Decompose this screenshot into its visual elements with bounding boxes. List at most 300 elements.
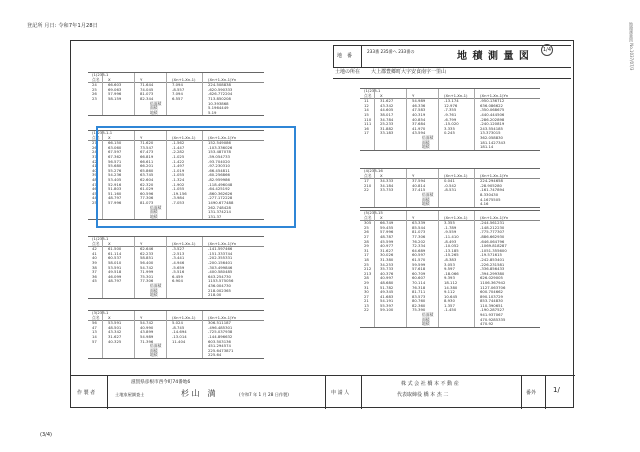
table-cell: 12.976	[444, 102, 458, 108]
sheet-number-label: 番外	[526, 390, 537, 396]
location-label: 土地の所在	[335, 69, 361, 75]
table-cell: 75.390	[412, 307, 426, 313]
summary-value: 218.00	[208, 292, 222, 298]
table-cell: 210	[364, 182, 372, 188]
table-cell: -1.422	[172, 158, 185, 164]
table-cell: 60.596	[140, 190, 154, 196]
table-cell: -8.493	[444, 238, 457, 244]
chiban-label: 地 番	[337, 53, 353, 59]
table-cell: -19.156	[172, 190, 187, 196]
table-title: (4)233-16	[364, 168, 383, 173]
table-cell: -97.230310	[208, 163, 230, 169]
summary-label: 倍面積	[150, 204, 162, 210]
column-header: 点名	[364, 172, 372, 178]
table-cell: 153.487078	[208, 149, 231, 155]
table-cell: 57	[92, 338, 97, 344]
table-cell: -1.902	[172, 181, 185, 187]
table-cell: -775.777307	[480, 229, 505, 235]
table-cell: 37.684	[412, 121, 426, 127]
table-cell: 53.405	[108, 176, 122, 182]
table-cell: 56.400	[140, 259, 154, 265]
table-cell: 24	[92, 149, 97, 155]
table-cell: 51.803	[108, 186, 122, 192]
column-header: Y	[140, 76, 143, 82]
table-cell: 42	[92, 158, 97, 164]
table-cell: 34.184	[380, 182, 394, 188]
summary-value: 4.1675505	[480, 196, 501, 202]
table-cell: 12	[364, 102, 369, 108]
table-cell: 33.183	[380, 130, 394, 136]
column-rule	[374, 89, 375, 150]
table-cell: -1.019	[172, 167, 185, 173]
table-cell: 66.819	[140, 153, 154, 159]
table-cell: 41.970	[412, 125, 426, 131]
table-cell: 26	[364, 229, 369, 235]
summary-value: 5.1964449	[208, 105, 229, 111]
table-cell: 28	[364, 238, 369, 244]
summary-label: 面積	[422, 196, 430, 202]
table-cell: 63.060	[108, 144, 122, 150]
column-header: X	[380, 92, 383, 98]
table-cell: 48.787	[380, 233, 394, 239]
applicant-company: 株 式 会 社 橋 本 不 動 産	[401, 381, 459, 387]
column-header: (Xn+1-Xn-1)Yn	[208, 76, 237, 82]
table-cell: 28	[364, 275, 369, 281]
table-cell: 41	[92, 250, 97, 256]
side-note: 地籍測量図 No.1037/07/3	[629, 22, 634, 71]
table-cell: 48.501	[108, 324, 122, 330]
table-cell: 37.594	[412, 178, 426, 184]
table-cell: 7.094	[172, 82, 183, 88]
table-cell: 9.112	[444, 289, 455, 295]
table-cell: 83.573	[412, 293, 426, 299]
table-cell: 36	[92, 273, 97, 279]
column-header: X	[108, 314, 111, 320]
table-cell: 76.318	[412, 284, 426, 290]
table-cell: 40.376	[380, 270, 394, 276]
table-cell: 52.916	[108, 181, 122, 187]
table-cell: 82.360	[412, 302, 426, 308]
table-cell: 34.333	[380, 178, 394, 184]
column-rule	[102, 237, 103, 298]
table-cell: -646.064796	[480, 238, 505, 244]
table-cell: -350.068675	[480, 107, 505, 113]
table-cell: 29	[364, 279, 369, 285]
table-cell: 713.850208	[208, 95, 231, 101]
table-cell: 53.591	[108, 320, 122, 326]
column-rule	[438, 211, 439, 327]
table-cell: -1.025	[172, 153, 185, 159]
table-cell: 71.396	[140, 338, 154, 344]
summary-label: 倍面積	[422, 134, 434, 140]
table-cell: 82.344	[140, 95, 154, 101]
table-cell: 40.325	[108, 338, 122, 344]
table-cell: 31	[364, 284, 369, 290]
title-mid-line	[333, 67, 571, 68]
column-header: (Xn+1-Xn-1)Yn	[208, 240, 237, 246]
header-date: 登記所 月日: 令和7年1月28日	[27, 23, 98, 29]
table-cell: -60.256866	[208, 172, 230, 178]
table-cell: 51.782	[380, 284, 394, 290]
column-rule	[134, 73, 135, 115]
table-cell: 60.597	[412, 252, 426, 258]
table-cell: -13.174	[444, 98, 459, 104]
area-table-1	[88, 72, 264, 116]
bottom-center-divider	[325, 375, 326, 409]
table-cell: 77.306	[140, 278, 154, 284]
table-cell: 51.160	[108, 190, 122, 196]
table-cell: 81.073	[412, 229, 426, 235]
table-cell: -242.853401	[480, 256, 505, 262]
column-rule	[374, 169, 375, 207]
table-cell: -82.959986	[208, 176, 230, 182]
summary-value: 131.374214	[208, 209, 231, 215]
column-header: (Xn+1-Xn-1)Yn	[480, 214, 509, 220]
table-cell: -1.562	[172, 140, 185, 146]
table-cell: 73.547	[140, 144, 154, 150]
column-header: Y	[140, 134, 143, 140]
column-header: 点名	[92, 134, 100, 140]
table-cell: -6.799	[444, 116, 457, 122]
table-cell: -13.185	[444, 247, 459, 253]
table-cell: 31.627	[380, 98, 394, 104]
table-cell: -286.202898	[480, 116, 505, 122]
author-label: 作 製 者	[77, 390, 96, 396]
table-cell: 626.029005	[480, 275, 503, 281]
table-cell: 81.711	[412, 289, 426, 295]
highlight-box	[96, 126, 296, 228]
table-cell: 1127.063706	[480, 284, 506, 290]
table-cell: 49.518	[108, 269, 122, 275]
summary-label: 倍面積	[422, 312, 434, 318]
table-cell: 17	[364, 178, 369, 184]
table-cell: 48.797	[108, 278, 122, 284]
table-cell: -725.037938	[208, 329, 233, 335]
table-cell: 62.320	[140, 181, 154, 187]
table-cell: -2.282	[172, 149, 185, 155]
table-cell: 224.508838	[208, 82, 231, 88]
summary-row	[88, 111, 264, 116]
summary-value: 225.64	[208, 352, 222, 358]
column-header: X	[380, 214, 383, 220]
table-cell: 39	[92, 259, 97, 265]
column-header: 点名	[92, 314, 100, 320]
table-cell: -28.905280	[480, 182, 502, 188]
bottom-band-line	[71, 375, 575, 376]
table-cell: -0.542	[444, 182, 457, 188]
summary-label: 面積	[150, 105, 158, 111]
author-role: 土地家屋調査士	[115, 392, 145, 397]
bottom-sheet-divider	[521, 375, 522, 409]
table-cell: 46.099	[108, 273, 122, 279]
table-cell: 636.086622	[480, 102, 503, 108]
table-cell: 42	[92, 246, 97, 252]
table-cell: -4.946	[172, 259, 185, 265]
page-counter: (3/4)	[40, 432, 52, 438]
summary-label: 倍面積	[150, 282, 162, 288]
table-cell: 77.306	[140, 195, 154, 201]
sheet-number: 1/	[553, 386, 560, 394]
column-header: Y	[412, 214, 415, 220]
table-cell: 71.620	[140, 140, 154, 146]
summary-label: 地積	[422, 201, 430, 207]
table-cell: -626.772204	[208, 91, 233, 97]
table-cell: 85.544	[412, 224, 426, 230]
table-cell: 25	[364, 224, 369, 230]
table-cell: 41.683	[380, 293, 394, 299]
column-rule	[102, 311, 103, 358]
table-cell: 55.680	[108, 163, 122, 169]
table-cell: 61.114	[108, 250, 122, 256]
table-cell: 45.599	[380, 238, 394, 244]
table-cell: -14.694	[172, 329, 187, 335]
table-cell: 43.342	[380, 102, 394, 108]
table-cell: 306.511187	[208, 320, 231, 326]
table-cell: 18	[364, 256, 369, 262]
table-cell: -1.447	[172, 144, 185, 150]
table-cell: 1490.677488	[208, 199, 234, 205]
table-cell: 22	[364, 307, 369, 313]
table-cell: 49.345	[380, 289, 394, 295]
table-cell: 47	[92, 324, 97, 330]
author-address: 滋賀県彦根市西今町74番地6	[131, 380, 191, 385]
table-cell: -161.747894	[480, 187, 505, 193]
table-cell: 13.373015	[480, 130, 501, 136]
table-cell: -5.659	[172, 264, 185, 270]
table-cell: 44.605	[380, 107, 394, 113]
column-header: X	[108, 76, 111, 82]
table-cell: 23	[92, 95, 97, 101]
table-cell: 61.570	[412, 256, 426, 262]
table-cell: 16	[364, 125, 369, 131]
table-cell: -8.531	[444, 187, 457, 193]
table-cell: -8.557	[172, 86, 185, 92]
table-cell: 57.618	[412, 266, 426, 272]
table-cell: 31.882	[380, 125, 394, 131]
table-cell: 41	[92, 163, 97, 169]
summary-value: 470.9285335	[480, 316, 506, 322]
table-cell: -15.265	[444, 252, 459, 258]
title-top-line	[333, 45, 571, 46]
table-cell: 58.010	[108, 259, 122, 265]
column-header: Y	[140, 314, 143, 320]
table-cell: -66.454811	[208, 167, 230, 173]
table-cell: 3.053	[444, 261, 455, 267]
author-date: (令和7 年 1 月 28 日作製)	[239, 392, 289, 397]
table-cell: 61.029	[140, 186, 154, 192]
column-header: X	[380, 172, 383, 178]
table-cell: -202.355331	[208, 255, 233, 261]
column-header: 点名	[92, 240, 100, 246]
table-cell: -13.014	[172, 333, 187, 339]
table-cell: 54.191	[380, 298, 394, 304]
table-cell: 54.236	[108, 172, 122, 178]
table-cell: -3.441	[172, 255, 185, 261]
area-table-4	[88, 310, 264, 359]
table-cell: -1051.355600	[480, 247, 507, 253]
column-rule	[202, 237, 203, 298]
table-cell: 6.557	[172, 95, 183, 101]
summary-label: 面積	[150, 347, 158, 353]
table-cell: 62.233	[140, 250, 154, 256]
table-cell: 11.404	[172, 338, 186, 344]
table-cell: -440.444506	[480, 111, 505, 117]
table-cell: 243.554185	[480, 125, 503, 131]
scale-circle: 1/4	[541, 44, 553, 56]
area-table-5	[360, 88, 540, 151]
chiban-divider	[361, 45, 362, 67]
table-cell: 26	[92, 91, 97, 97]
table-cell: 45	[92, 278, 97, 284]
column-rule	[474, 89, 475, 150]
table-cell: -11.410	[444, 233, 459, 239]
table-cell: 38	[92, 264, 97, 270]
table-cell: -7.053	[172, 199, 185, 205]
table-title: (1)233-1	[92, 72, 109, 77]
column-rule	[166, 73, 167, 115]
table-cell: 31.627	[108, 333, 122, 339]
table-cell: 9.393	[444, 275, 455, 281]
summary-value: 10.393868	[208, 100, 229, 106]
table-cell: 9.597	[444, 266, 455, 272]
table-cell: 58.851	[140, 255, 154, 261]
table-cell: -151.333744	[208, 250, 233, 256]
summary-value: 5.19	[208, 109, 217, 115]
table-cell: -118.496048	[208, 181, 233, 187]
table-cell: 55.276	[108, 167, 122, 173]
column-header: (Xn+1-Xn-1)Yn	[480, 92, 509, 98]
summary-value: 451.294574	[208, 343, 231, 349]
table-cell: 14	[92, 333, 97, 339]
bottom-right-divider	[361, 375, 362, 409]
table-cell: 65.860	[140, 167, 154, 173]
table-cell: 62.604	[140, 176, 154, 182]
title-bottom-line	[333, 78, 571, 79]
table-cell: 1106.367942	[480, 279, 506, 285]
table-cell: 74.045	[140, 86, 154, 92]
column-header: (Xn+1-Xn-1)	[172, 134, 196, 140]
table-cell: -148.212230	[480, 224, 505, 230]
column-header: (Xn+1-Xn-1)	[444, 214, 468, 220]
area-table-6	[360, 168, 540, 208]
table-cell: 603.503136	[208, 338, 231, 344]
table-cell: -8.745	[172, 324, 185, 330]
table-cell: 1.357	[444, 302, 455, 308]
table-cell: 305	[364, 220, 372, 226]
table-cell: -277.172228	[208, 195, 233, 201]
table-cell: 17	[364, 130, 369, 136]
table-cell: 152.549086	[208, 140, 231, 146]
table-cell: -950.136712	[480, 98, 505, 104]
column-header: (Xn+1-Xn-1)	[172, 314, 196, 320]
table-cell: -9.761	[444, 111, 457, 117]
table-cell: 24	[92, 82, 97, 88]
table-title: (1)233-1-1	[92, 130, 113, 135]
summary-value: 181.14	[480, 144, 494, 150]
table-cell: -141.597466	[208, 246, 233, 252]
table-cell: 31.380	[380, 256, 394, 262]
table-cell: -400.580485	[208, 269, 233, 275]
table-cell: 46.336	[412, 102, 426, 108]
table-cell: -1.497	[172, 163, 185, 169]
table-title: (1)233-1	[364, 88, 381, 93]
table-cell: 59.599	[412, 261, 426, 267]
summary-label: 地積	[150, 213, 158, 219]
table-cell: -64.425192	[208, 186, 230, 192]
table-cell: -19.571615	[480, 252, 502, 258]
table-cell: 66.150	[108, 140, 122, 146]
table-cell: -1.789	[444, 224, 457, 230]
table-cell: 37	[92, 153, 97, 159]
bottom-sheet-divider-2	[545, 375, 546, 409]
title-divider	[333, 45, 334, 67]
table-cell: 40.990	[140, 324, 154, 330]
table-cell: 110.390651	[480, 302, 503, 308]
table-cell: 33.753	[380, 187, 394, 193]
table-cell: -620.590333	[208, 86, 233, 92]
chiban-value: 233番 235番へ 233番の	[367, 49, 415, 54]
column-header: (Xn+1-Xn-1)	[444, 92, 468, 98]
table-cell: 66.603	[108, 82, 122, 88]
summary-row	[88, 353, 264, 358]
table-cell: 59.100	[380, 307, 394, 313]
area-table-7	[360, 210, 540, 328]
table-cell: -1.450	[444, 307, 457, 313]
area-table-3	[88, 236, 264, 299]
table-cell: 7.094	[172, 91, 183, 97]
table-cell: 600.704662	[480, 289, 503, 295]
summary-label: 面積	[150, 209, 158, 215]
table-cell: -59.054733	[208, 153, 230, 159]
author-name: 杉 山 満	[181, 389, 216, 398]
table-cell: 5.024	[172, 320, 183, 326]
summary-row	[360, 322, 540, 327]
summary-value: 218.002365	[208, 287, 231, 293]
table-cell: 45	[92, 190, 97, 196]
table-cell: 67.473	[140, 149, 154, 155]
table-cell: 17	[364, 252, 369, 258]
summary-label: 面積	[150, 287, 158, 293]
column-rule	[166, 311, 167, 358]
table-cell: 111	[364, 121, 372, 127]
table-title: (1)233-1	[92, 236, 109, 241]
table-cell: 38.017	[380, 111, 394, 117]
summary-row	[88, 293, 264, 298]
table-cell: 40.997	[380, 275, 394, 281]
column-header: Y	[140, 240, 143, 246]
table-cell: -1.055	[172, 186, 185, 192]
table-cell: 40.977	[380, 243, 394, 249]
table-cell: 110	[364, 116, 372, 122]
summary-value: 181.1427343	[480, 139, 506, 145]
summary-label: 地積	[422, 144, 430, 150]
table-cell: 72.334	[412, 243, 426, 249]
column-rule	[406, 211, 407, 327]
table-cell: -1069.818287	[480, 243, 507, 249]
table-cell: 64.689	[412, 247, 426, 253]
column-rule	[438, 89, 439, 150]
table-cell: -240.120819	[480, 121, 505, 127]
table-cell: -226.231581	[480, 261, 505, 267]
table-cell: 54.742	[140, 264, 154, 270]
table-cell: 3.335	[444, 125, 455, 131]
table-cell: 62.646	[140, 246, 154, 252]
table-cell: 213	[364, 270, 372, 276]
column-rule	[134, 237, 135, 298]
table-cell: 48.797	[108, 195, 122, 201]
table-cell: 14	[364, 107, 369, 113]
table-cell: -244.561231	[480, 220, 505, 226]
